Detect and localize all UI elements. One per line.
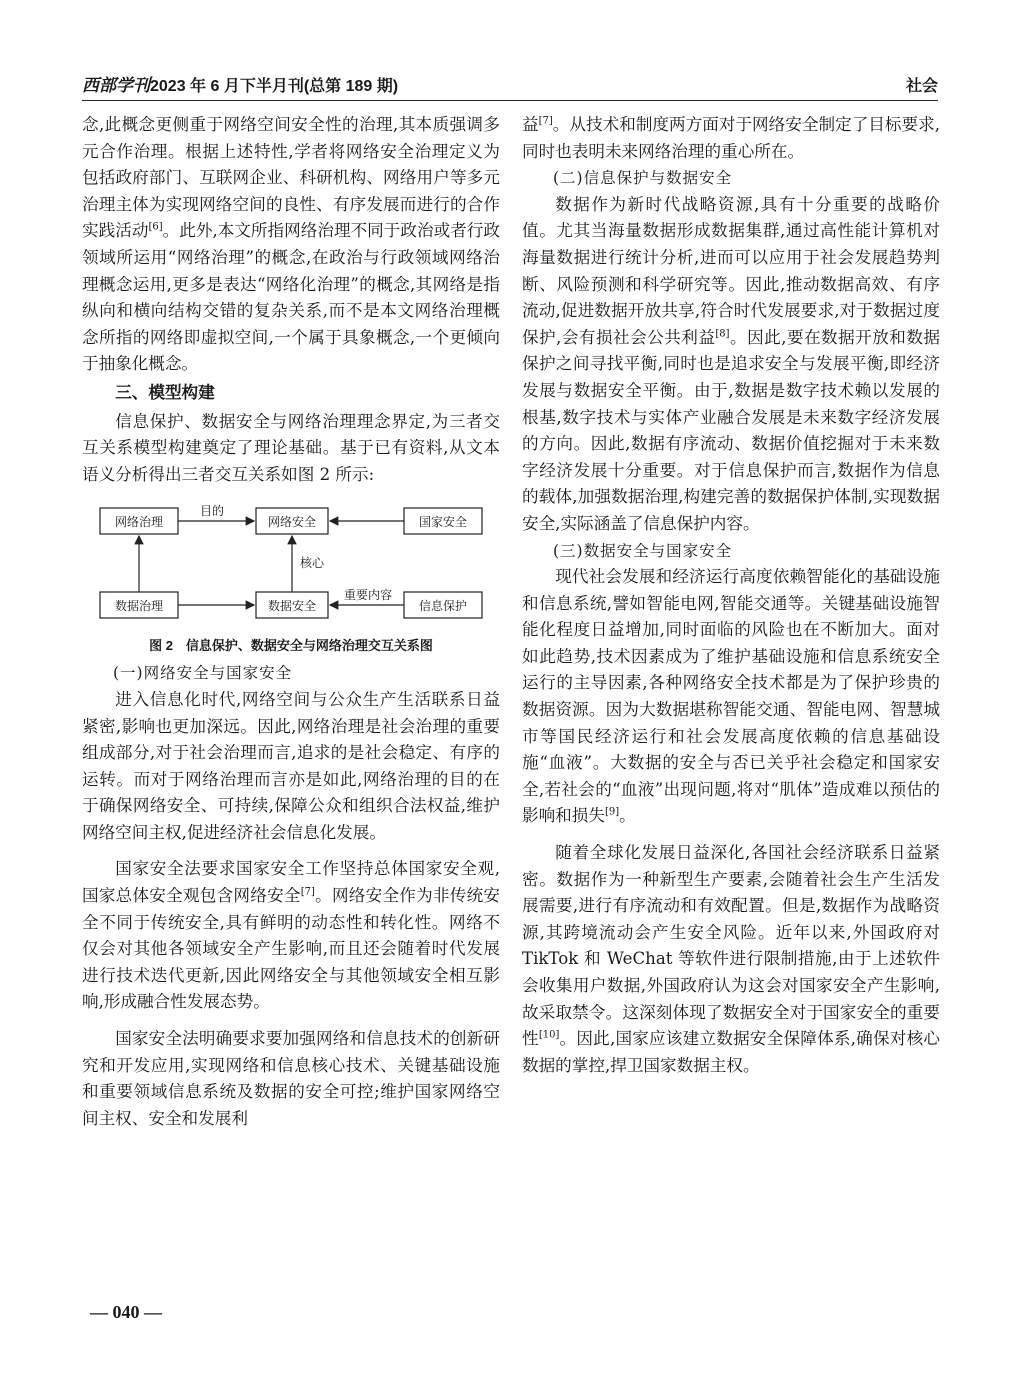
subsection-heading: (二)信息保护与数据安全 xyxy=(553,169,733,188)
journal-logo: 西部学刊 xyxy=(82,76,150,96)
paragraph xyxy=(522,112,940,165)
section-heading: 三、模型构建 xyxy=(115,382,215,402)
text: 随着全球化发展日益深化,各国社会经济联系日益紧密。数据作为一种新型生产要素,会随着社会生产生活发展需要,进行有序流动和有效配置。但是,数据作为战略资源,其跨境流动会产生安全风险。近年以来,外国政府对 TikTok 和 WeChat 等软件进行限制措施,由于上述软件会收集用户数据,外国政府认为这会对国家安全产生影响,故采取禁令。这深刻体现了数据安全对于国家安全的重要性 xyxy=(522,843,940,1049)
page-header xyxy=(82,72,938,96)
interaction-diagram xyxy=(82,500,500,628)
page-number: — 040 — xyxy=(90,1302,162,1322)
figure-2 xyxy=(82,500,500,656)
paragraph xyxy=(522,564,940,830)
citation: [8] xyxy=(715,328,730,340)
node-netsec: 网络安全 xyxy=(267,515,317,530)
text: 现代社会发展和经济运行高度依赖智能化的基础设施和信息系统,譬如智能电网,智能交通等。关键基础设施智能化程度日益增加,同时面临的风险也在不断加大。面对如此趋势,技术因素成为了维护基础设施和信息系统安全运行的主导因素,各种网络安全技术都是为了保护珍贵的数据资源。因为大数据堪称智能交通、智能电网、智慧城市等国民经济运行和社会发展高度依赖的信息基础设施“血液”。大数据的安全与否已关乎社会稳定和国家安全,若社会的“血液”出现问题,将对“肌体”造成难以预估的影响和损失 xyxy=(522,567,940,826)
text: 国家安全法要求国家安全工作坚持总体国家安全观,国家总体安全观包含网络安全 xyxy=(82,859,500,906)
subsection-heading: (三)数据安全与国家安全 xyxy=(553,541,733,560)
citation: [7] xyxy=(538,115,553,127)
paragraph xyxy=(82,856,500,1016)
edge-label-core: 核心 xyxy=(299,556,325,571)
header-rule xyxy=(82,100,938,101)
citation: [6] xyxy=(148,221,163,233)
journal-issue xyxy=(82,71,398,96)
paragraph: 进入信息化时代,网络空间与公众生产生活联系日益紧密,影响也更加深远。因此,网络治理是社会治理的重要组成部分,对于社会治理而言,追求的是社会稳定、有序的运转。而对于网络治理而言亦是如此,网络治理的目的在于确保网络安全、可持续,保障公众和组织合法权益,维护网络空间主权,促进经济社会信息化发展。 xyxy=(82,689,500,842)
node-datagov: 数据治理 xyxy=(114,599,164,614)
node-datasec: 数据安全 xyxy=(267,599,317,614)
text: 念,此概念更侧重于网络空间安全性的治理,其本质强调多元合作治理。根据上述特性,学者将网络安全治理定义为包括政府部门、互联网企业、科研机构、网络用户等多元治理主体为实现网络空间的良性、有序发展而进行的合作实践活动 xyxy=(82,115,500,241)
figure-caption: 图 2 信息保护、数据安全与网络治理交互关系图 xyxy=(149,638,433,654)
text: 。因此,国家应该建立数据安全保障体系,确保对核心数据的掌控,捍卫国家数据主权。 xyxy=(522,1029,940,1075)
subsection-heading: (一)网络安全与国家安全 xyxy=(113,664,293,683)
text: 。因此,要在数据开放和数据保护之间寻找平衡,同时也是追求安全与发展平衡,即经济发展与数据安全平衡。由于,数据是数字技术赖以发展的根基,数字技术与实体产业融合发展是未来数字经济发展的方向。因此,数据有序流动、数据价值挖掘对于未来数字经济发展十分重要。对于信息保护而言,数据作为信息的载体,加强数据治理,构建完善的数据保护体制,实现数据安全,实际涵盖了信息保护内容。 xyxy=(522,327,940,533)
paragraph xyxy=(522,192,940,538)
paragraph xyxy=(82,112,500,378)
section-label: 社会 xyxy=(905,78,938,95)
node-infoprot: 信息保护 xyxy=(418,599,468,614)
text: 。网络安全作为非传统安全不同于传统安全,具有鲜明的动态性和转化性。网络不仅会对其他各领域安全产生影响,而且还会随着时代发展进行技术迭代更新,因此网络安全与其他领域安全相互影响,形成融合性发展态势。 xyxy=(82,886,501,1012)
node-national: 国家安全 xyxy=(418,515,468,530)
citation: [10] xyxy=(538,1029,560,1041)
paragraph: 国家安全法明确要求要加强网络和信息技术的创新研究和开发应用,实现网络和信息核心技术、关键基础设施和重要领域信息系统及数据的安全可控;维护国家网络空间主权、安全和发展利 xyxy=(82,1029,500,1128)
paragraph xyxy=(522,840,940,1079)
text: 数据作为新时代战略资源,具有十分重要的战略价值。尤其当海量数据形成数据集群,通过高性能计算机对海量数据进行统计分析,进而可以应用于社会发展趋势判断、风险预测和科学研究等。因此,推动数据高效、有序流动,促进数据开放共享,符合时代发展要求,对于数据过度保护,会有损社会公共利益 xyxy=(522,194,940,347)
right-column xyxy=(522,112,940,1079)
text: 。从技术和制度两方面对于网络安全制定了目标要求,同时也表明未来网络治理的重心所在。 xyxy=(522,115,940,161)
citation: [7] xyxy=(300,886,315,898)
left-column xyxy=(82,112,500,1132)
node-governance: 网络治理 xyxy=(114,515,164,530)
edge-label-content: 重要内容 xyxy=(343,588,393,603)
edge-label-purpose: 目的 xyxy=(199,504,225,519)
text: 。 xyxy=(619,806,636,826)
citation: [9] xyxy=(604,806,620,818)
paragraph: 信息保护、数据安全与网络治理理念界定,为三者交互关系模型构建奠定了理论基础。基于已有资料,从文本语义分析得出三者交互关系如图 2 所示: xyxy=(82,411,500,484)
text: 。此外,本文所指网络治理不同于政治或者行政领域所运用“网络治理”的概念,在政治与行政领域网络治理概念运用,更多是表达“网络化治理”的概念,其网络是指纵向和横向结构交错的复杂关系,而不是本文网络治理概念所指的网络即虚拟空间,一个属于具象概念,一个更倾向于抽象化概念。 xyxy=(82,221,501,374)
text: 益 xyxy=(522,115,539,134)
issue-info: 2023 年 6 月下半月刊(总第 189 期) xyxy=(150,78,399,95)
